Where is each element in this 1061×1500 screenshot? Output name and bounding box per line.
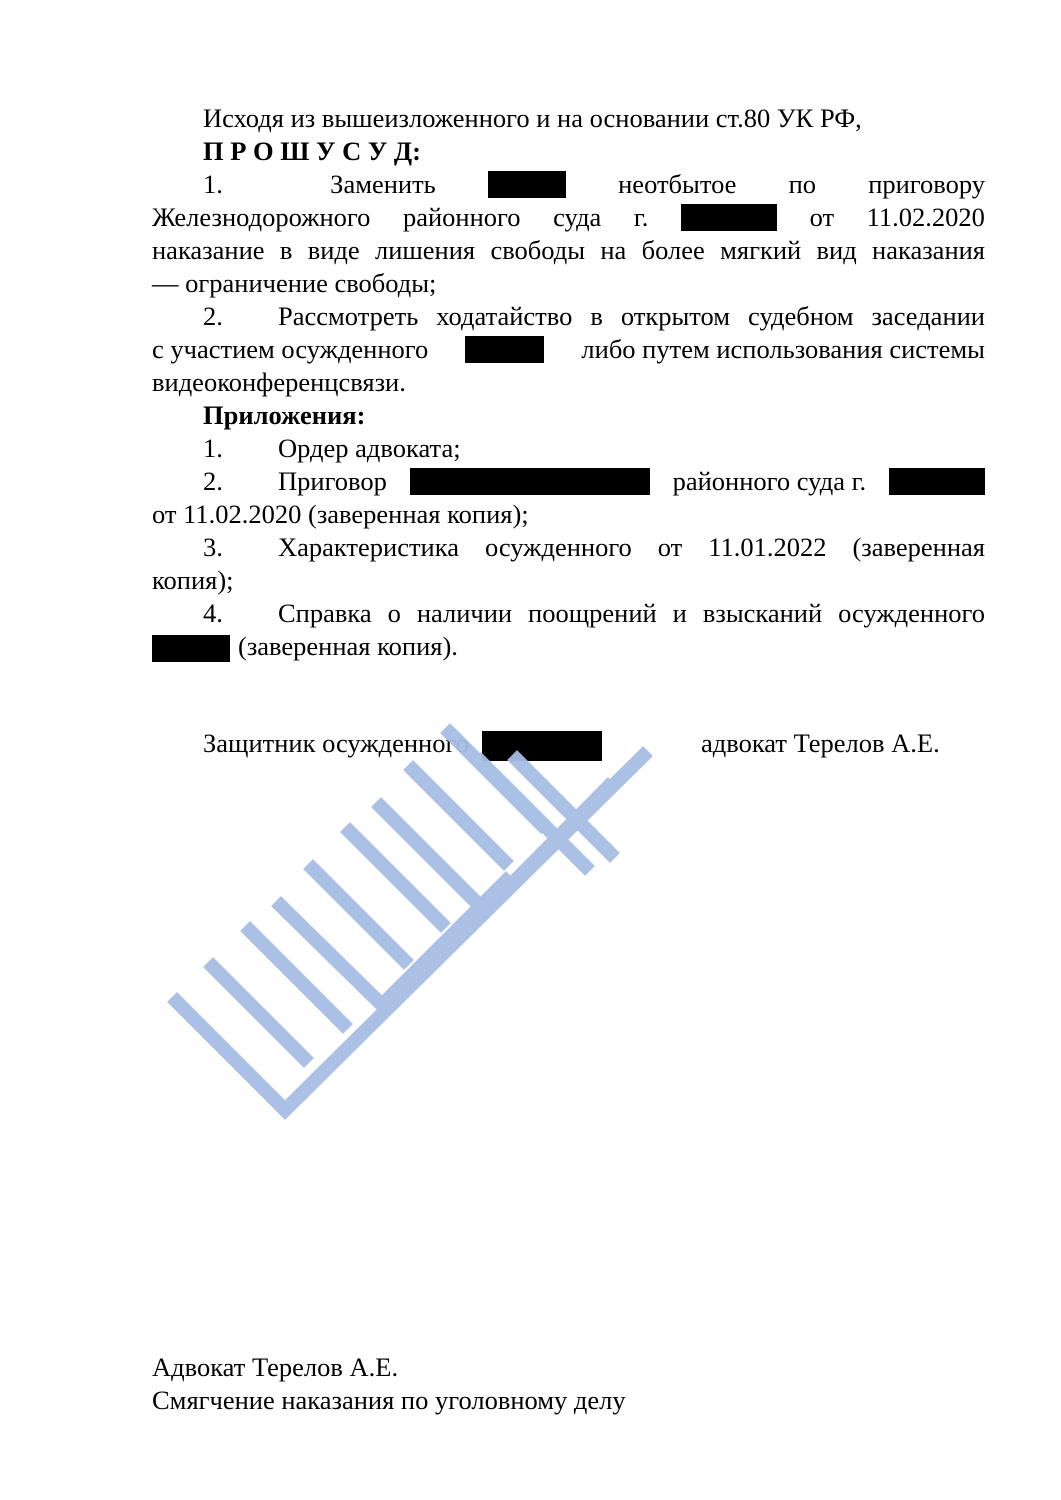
word: Характеристика bbox=[278, 532, 459, 562]
attachment-2-number: 2. bbox=[203, 466, 223, 496]
attachment-1-number: 1. bbox=[203, 433, 223, 463]
intro-text: Исходя из вышеизложенного и на основании ст.80 УК РФ, bbox=[203, 103, 862, 133]
text-fragment: (заверенная копия). bbox=[238, 631, 458, 661]
date: 11.01.2022 bbox=[708, 532, 827, 562]
text-fragment: с участием осужденного bbox=[152, 334, 429, 364]
request-item-1-number: 1. bbox=[203, 169, 223, 199]
signature-label: Защитник осужденного bbox=[203, 728, 469, 758]
request-item-1-line-3: наказание в виде лишения свободы на более мягкий вид наказания bbox=[152, 235, 985, 265]
text-fragment: либо путем использования системы bbox=[581, 334, 985, 364]
footer-author: Адвокат Терелов А.Е. bbox=[152, 1352, 399, 1382]
attachment-3-line-2: копия); bbox=[152, 565, 234, 595]
word: от bbox=[809, 202, 835, 232]
word: районного bbox=[402, 202, 521, 232]
word: от bbox=[657, 532, 683, 562]
request-item-2-number: 2. bbox=[203, 301, 223, 331]
word: по bbox=[788, 169, 817, 199]
request-item-1-line-4: — ограничение свободы; bbox=[152, 268, 437, 298]
attachment-1-text: Ордер адвоката; bbox=[278, 433, 461, 463]
text-fragment: Приговор bbox=[278, 466, 387, 496]
text-fragment: районного суда г. bbox=[672, 466, 867, 496]
attachment-3-number: 3. bbox=[203, 532, 223, 562]
signature-advocate: адвокат Терелов А.Е. bbox=[701, 728, 940, 758]
request-heading: П Р О Ш У С У Д: bbox=[203, 136, 421, 166]
word: приговору bbox=[868, 169, 985, 199]
word: (заверенная bbox=[852, 532, 985, 562]
watermark-glyphs bbox=[177, 733, 643, 1110]
attachments-heading: Приложения: bbox=[203, 400, 366, 430]
word: неотбытое bbox=[618, 169, 737, 199]
word: осужденного bbox=[484, 532, 632, 562]
footer-topic: Смягчение наказания по уголовному делу bbox=[152, 1385, 626, 1415]
word: г. bbox=[633, 202, 649, 232]
request-item-1-verb: Заменить bbox=[330, 169, 436, 199]
request-item-2-line-1: Рассмотреть ходатайство в открытом судебном заседании bbox=[278, 301, 985, 331]
word: Железнодорожного bbox=[152, 202, 371, 232]
attachment-4-number: 4. bbox=[203, 598, 223, 628]
attachment-4-line-1: Справка о наличии поощрений и взысканий осужденного bbox=[278, 598, 985, 628]
request-item-2-line-3: видеоконференцсвязи. bbox=[152, 367, 406, 397]
date: 11.02.2020 bbox=[866, 202, 985, 232]
attachment-2-line-2: от 11.02.2020 (заверенная копия); bbox=[152, 499, 529, 529]
word: суда bbox=[553, 202, 602, 232]
